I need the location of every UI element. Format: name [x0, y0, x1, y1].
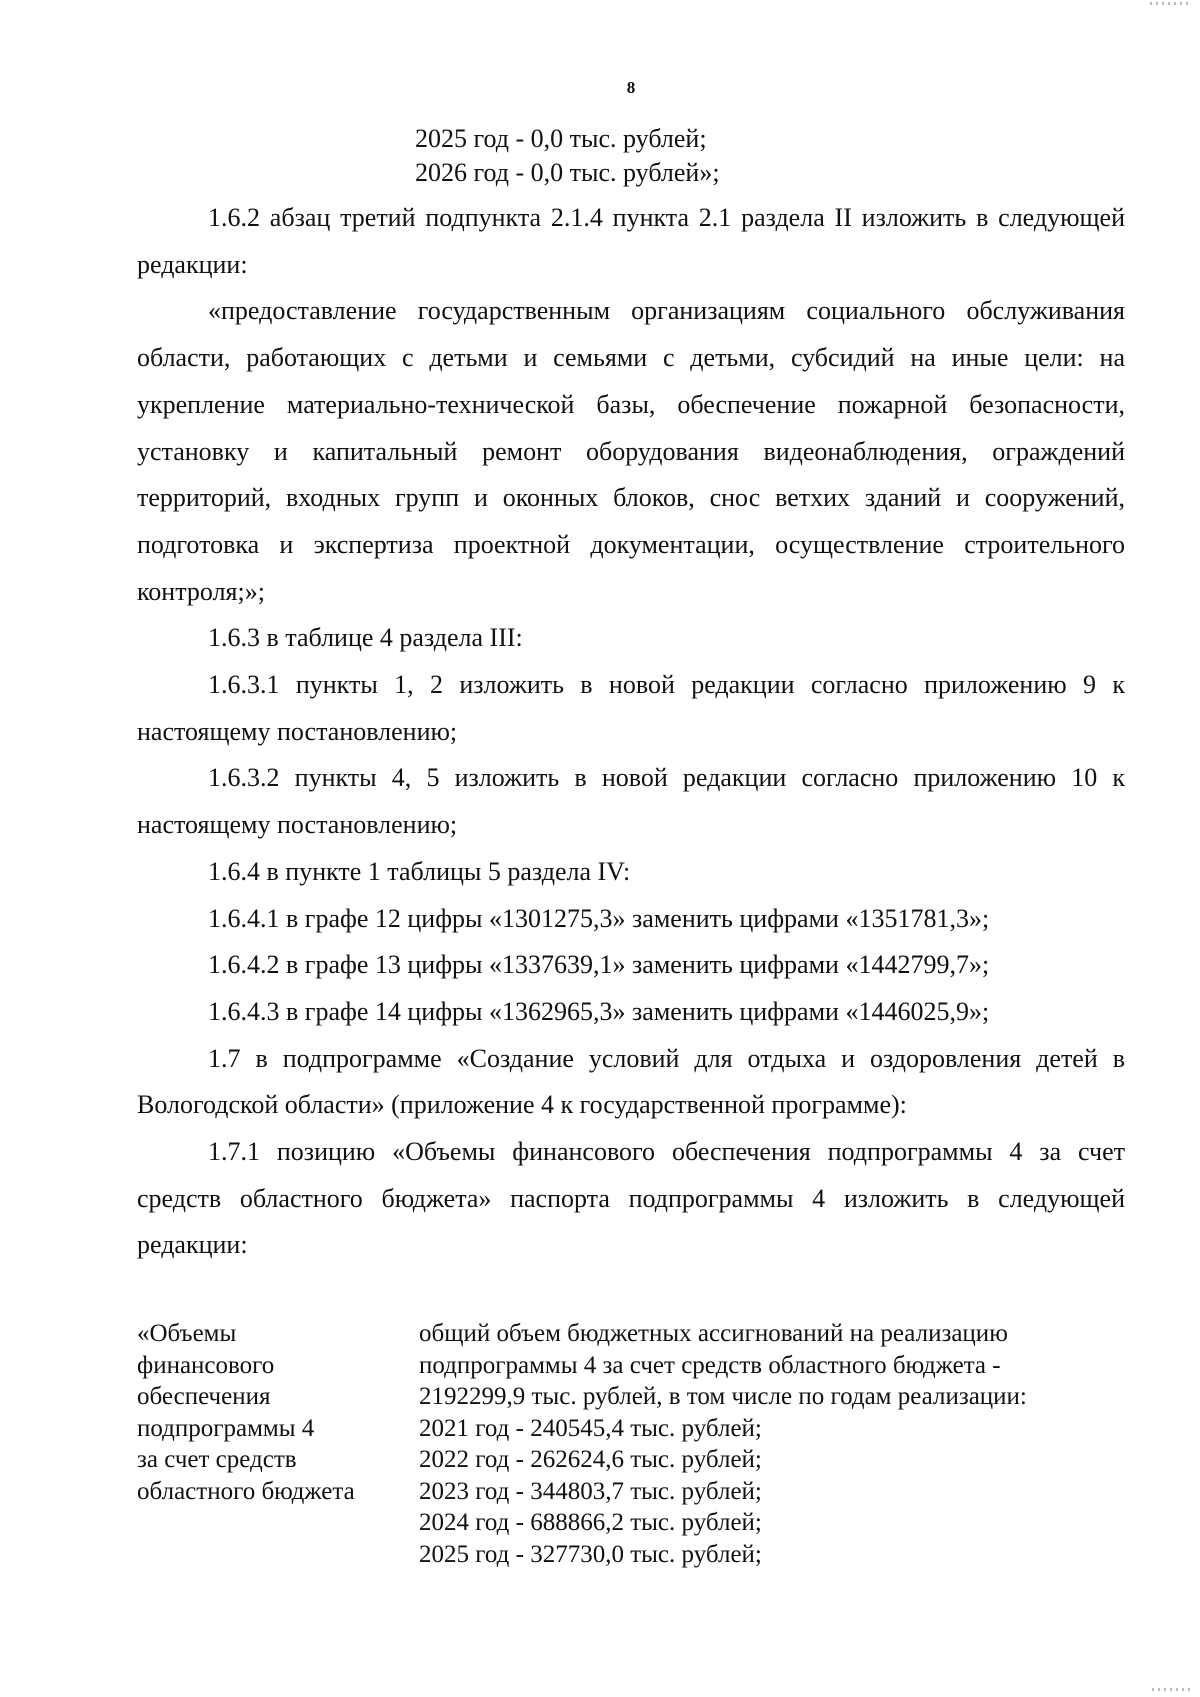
passport-label-line: «Объемы	[137, 1320, 237, 1347]
paragraph: 1.6.3.1 пункты 1, 2 изложить в новой редакции согласно приложению 9 к настоящему постановлению;	[137, 670, 1125, 746]
passport-value-line: общий объем бюджетных ассигнований на реализацию	[419, 1320, 1008, 1347]
passport-label-line: подпрограммы 4	[137, 1414, 315, 1442]
paragraph: 1.6.3 в таблице 4 раздела III:	[208, 623, 523, 653]
passport-value-line: 2022 год - 262624,6 тыс. рублей;	[419, 1446, 762, 1473]
paragraph: 1.6.4 в пункте 1 таблицы 5 раздела IV:	[208, 856, 631, 886]
passport-value-line: подпрограммы 4 за счет средств областного бюджета -	[419, 1351, 1001, 1379]
passport-value-line: 2025 год - 327730,0 тыс. рублей;	[419, 1540, 762, 1568]
page-number: 8	[626, 78, 636, 97]
year-line: 2025 год - 0,0 тыс. рублей;	[415, 124, 707, 153]
passport-label-cell	[137, 1318, 397, 1507]
scan-artifact	[1150, 2, 1190, 5]
passport-value-line: 2021 год - 240545,4 тыс. рублей;	[419, 1414, 762, 1442]
passport-value-line: 2023 год - 344803,7 тыс. рублей;	[419, 1477, 762, 1505]
paragraph: 1.6.4.2 в графе 13 цифры «1337639,1» заменить цифрами «1442799,7»;	[208, 950, 990, 980]
passport-value-line: 2192299,9 тыс. рублей, в том числе по годам реализации:	[419, 1383, 1027, 1410]
passport-label-line: за счет средств	[137, 1446, 297, 1473]
continued-year-list	[415, 122, 720, 190]
paragraph: «предоставление государственным организациям социального обслуживания области, работающих с детьми и семьями с детьми, субсидий на иные цели: на укрепление материально-технической базы, обеспечение пожарной безопасности, установку и капитальный ремонт оборудования видеонаблюдения, ограждений территорий, входных групп и оконных блоков, снос ветхих зданий и сооружений, подготовка и экспертиза проектной документации, осуществление строительного контроля;»;	[137, 296, 1125, 606]
passport-label-line: обеспечения	[137, 1383, 271, 1410]
year-line: 2026 год - 0,0 тыс. рублей»;	[415, 158, 720, 187]
passport-label-line: финансового	[137, 1351, 275, 1379]
paragraph: 1.6.3.2 пункты 4, 5 изложить в новой редакции согласно приложению 10 к настоящему постановлению;	[137, 763, 1125, 840]
passport-label-line: областного бюджета	[137, 1477, 355, 1505]
paragraph: 1.7 в подпрограмме «Создание условий для отдыха и оздоровления детей в Вологодской области» (приложение 4 к государственной программе):	[137, 1043, 1125, 1120]
passport-value-line: 2024 год - 688866,2 тыс. рублей;	[419, 1509, 762, 1536]
passport-value-cell	[419, 1318, 1125, 1570]
paragraph: 1.6.2 абзац третий подпункта 2.1.4 пункта 2.1 раздела II изложить в следующей редакции:	[137, 203, 1125, 279]
scan-artifact	[1152, 1688, 1192, 1691]
paragraph: 1.7.1 позицию «Объемы финансового обеспечения подпрограммы 4 за счет средств областного бюджета» паспорта подпрограммы 4 изложить в следующей редакции:	[137, 1137, 1125, 1260]
paragraph: 1.6.4.3 в графе 14 цифры «1362965,3» заменить цифрами «1446025,9»;	[208, 996, 990, 1026]
document-body	[137, 195, 1125, 1269]
paragraph: 1.6.4.1 в графе 12 цифры «1301275,3» заменить цифрами «1351781,3»;	[208, 903, 990, 933]
